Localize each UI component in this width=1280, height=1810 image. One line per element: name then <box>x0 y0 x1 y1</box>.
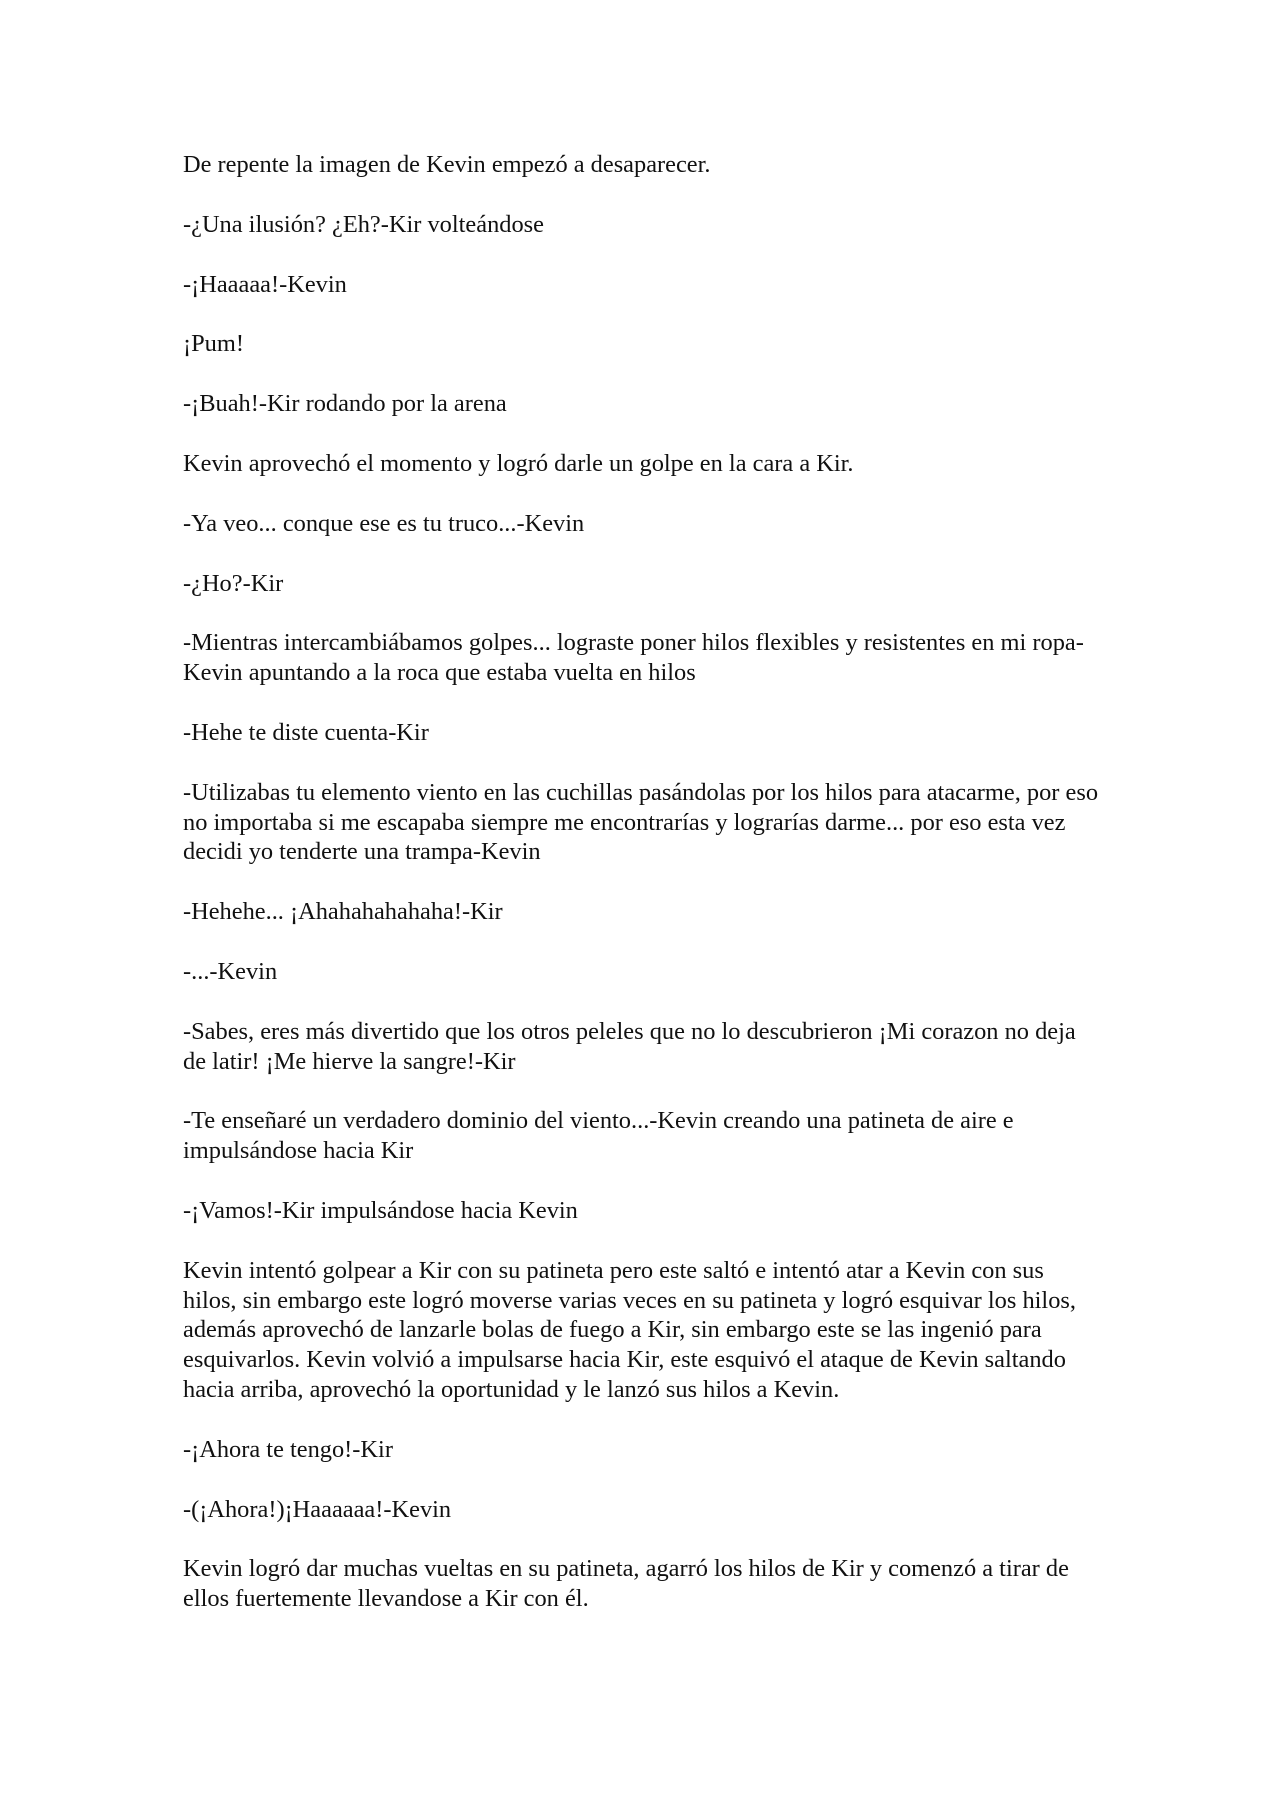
paragraph: De repente la imagen de Kevin empezó a desaparecer. <box>183 151 711 178</box>
paragraph: -¡Haaaaa!-Kevin <box>183 270 347 298</box>
paragraph: -Hehe te diste cuenta-Kir <box>183 718 429 746</box>
paragraph: ¡Pum! <box>183 330 244 358</box>
paragraph: -Hehehe... ¡Ahahahahahaha!-Kir <box>183 898 503 926</box>
paragraph: Kevin logró dar muchas vueltas en su patineta, agarró los hilos de Kir y comenzó a tirar de ellos fuertemente llevandose a Kir con él. <box>183 1555 1069 1613</box>
paragraph: -(¡Ahora!)¡Haaaaaa!-Kevin <box>183 1495 452 1523</box>
paragraph: -¡Buah!-Kir rodando por la arena <box>183 390 507 418</box>
paragraph: -Utilizabas tu elemento viento en las cuchillas pasándolas por los hilos para atacarme, por eso no importaba si me escapaba siempre me encontrarías y lograrías darme... por eso esta vez decidi yo tenderte una trampa-Kevin <box>183 778 1099 866</box>
document-body <box>183 150 1103 1644</box>
paragraph: -...-Kevin <box>183 957 278 985</box>
paragraph: -Te enseñaré un verdadero dominio del viento...-Kevin creando una patineta de aire e impulsándose hacia Kir <box>183 1107 1014 1165</box>
paragraph: -Sabes, eres más divertido que los otros peleles que no lo descubrieron ¡Mi corazon no deja de latir! ¡Me hierve la sangre!-Kir <box>183 1017 1076 1075</box>
paragraph: -¿Una ilusión? ¿Eh?-Kir volteándose <box>183 210 544 238</box>
paragraph: Kevin intentó golpear a Kir con su patineta pero este saltó e intentó atar a Kevin con sus hilos, sin embargo este logró moverse varias veces en su patineta y logró esquivar los hilos, además aprovechó de lanzarle bolas de fuego a Kir, sin embargo este se las ingenió para esquivarlos. Kevin volvió a impulsarse hacia Kir, este esquivó el ataque de Kevin saltando hacia arriba, aprovechó la oportunidad y le lanzó sus hilos a Kevin. <box>183 1256 1076 1403</box>
paragraph: -¿Ho?-Kir <box>183 569 284 597</box>
paragraph: -Ya veo... conque ese es tu truco...-Kevin <box>183 509 585 537</box>
paragraph: -¡Ahora te tengo!-Kir <box>183 1435 393 1463</box>
paragraph: Kevin aprovechó el momento y logró darle un golpe en la cara a Kir. <box>183 449 854 477</box>
paragraph: -Mientras intercambiábamos golpes... lograste poner hilos flexibles y resistentes en mi ropa-Kevin apuntando a la roca que estaba vuelta en hilos <box>183 629 1084 687</box>
paragraph: -¡Vamos!-Kir impulsándose hacia Kevin <box>183 1196 578 1224</box>
